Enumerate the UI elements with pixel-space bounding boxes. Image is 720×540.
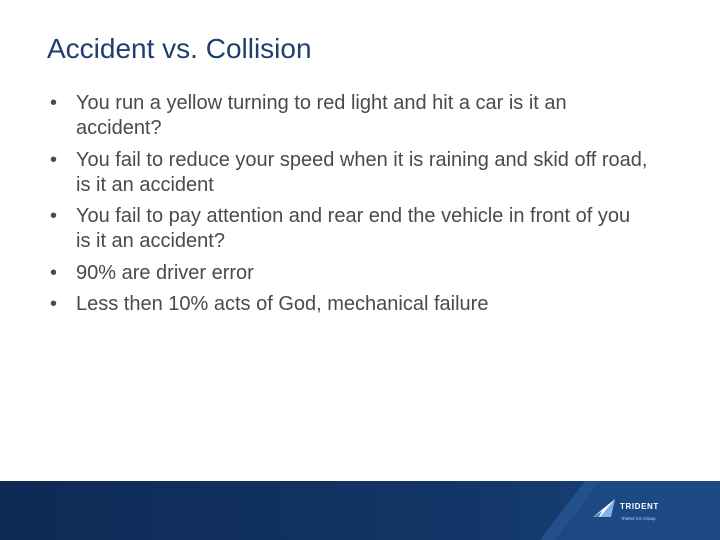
logo-name: TRIDENT <box>620 502 659 511</box>
logo-tagline: Trident Ins Group <box>621 516 656 521</box>
bullet-marker: • <box>50 293 58 315</box>
bullet-item <box>50 148 650 198</box>
bullet-text: You fail to reduce your speed when it is raining and skid off road, is it an accident <box>76 148 648 196</box>
bullet-marker: • <box>50 148 58 171</box>
bullet-text: Less then 10% acts of God, mechanical failure <box>76 293 489 315</box>
bullet-item <box>50 292 650 317</box>
bullet-marker: • <box>50 92 58 114</box>
bullet-marker: • <box>50 205 58 227</box>
bullet-item <box>50 91 650 141</box>
bullet-item <box>50 261 650 286</box>
bullet-list <box>50 91 650 324</box>
bullet-text: 90% are driver error <box>76 261 254 284</box>
bullet-marker: • <box>50 261 58 284</box>
bullet-item <box>50 204 650 254</box>
slide-title: Accident vs. Collision <box>47 33 312 64</box>
bullet-text: You run a yellow turning to red light and hit a car is it an accident? <box>76 92 567 139</box>
bullet-text: You fail to pay attention and rear end the vehicle in front of you is it an accident? <box>76 205 631 252</box>
trident-arrow-icon <box>591 497 619 524</box>
